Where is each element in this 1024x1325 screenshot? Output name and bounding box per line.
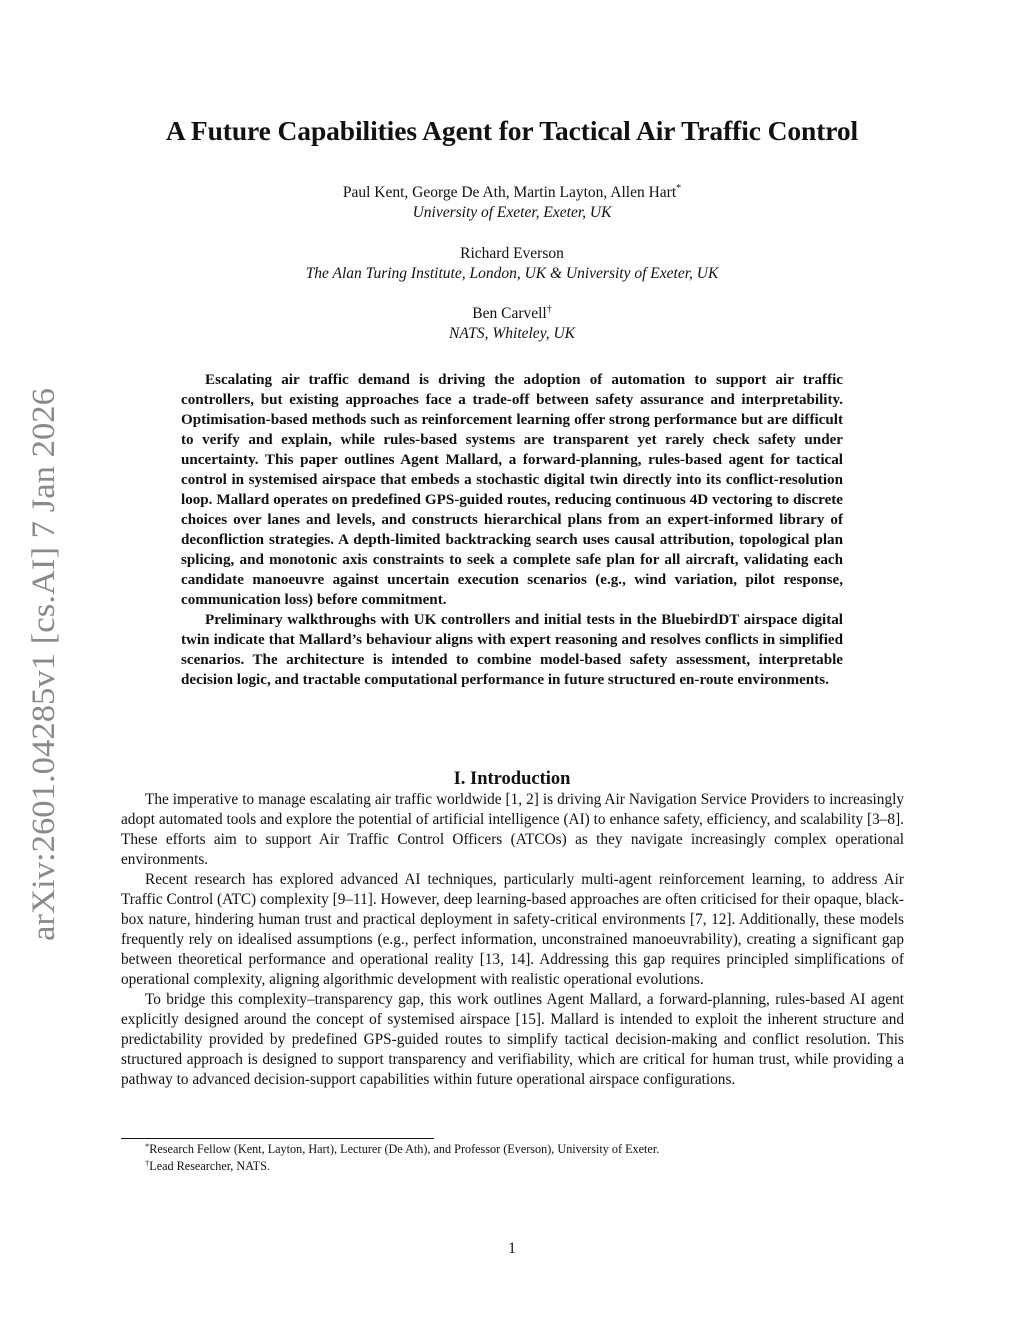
author-affiliation: NATS, Whiteley, UK	[449, 325, 575, 342]
footnote-mark: †	[546, 304, 552, 315]
author-block-2	[150, 244, 874, 284]
arxiv-watermark-text: arXiv:2601.04285v1 [cs.AI] 7 Jan 2026	[26, 414, 62, 941]
body-paragraph: The imperative to manage escalating air traffic worldwide [1, 2] is driving Air Navigation Service Providers to increasingly adopt automated tools and explore the potential of artificial intelligence (AI) to enhance safety, efficiency, and scalability [3–8]. These efforts aim to support Air Traffic Control Officers (ATCOs) as they navigate increasingly complex operational environments.	[121, 791, 904, 868]
footnote-mark: *	[676, 183, 682, 194]
paper-title: A Future Capabilities Agent for Tactical Air Traffic Control	[165, 115, 859, 146]
footnote-divider	[121, 1138, 434, 1139]
abstract	[181, 370, 843, 690]
abstract-paragraph: Preliminary walkthroughs with UK controllers and initial tests in the BluebirdDT airspace digital twin indicate that Mallard’s behaviour aligns with expert reasoning and resolves conflicts in simplified scenarios. The architecture is intended to combine model-based safety assessment, interpretable decision logic, and tractable computational performance in future structured en-route environments.	[181, 612, 843, 688]
author-names: Paul Kent, George De Ath, Martin Layton, Allen Hart*	[342, 183, 682, 201]
abstract-paragraph: Escalating air traffic demand is driving the adoption of automation to support air traffic controllers, but existing approaches face a trade-off between safety assurance and interpretability. Optimisation-based methods such as reinforcement learning offer strong performance but are difficult to verify and explain, while rules-based systems are transparent yet rarely check safety under uncertainty. This paper outlines Agent Mallard, a forward-planning, rules-based agent for tactical control in systemised airspace that embeds a stochastic digital twin directly into its conflict-resolution loop. Mallard operates on predefined GPS-guided routes, reducing continuous 4D vectoring to discrete choices over lanes and levels, and constructs hierarchical plans from an expert-informed library of deconfliction strategies. A depth-limited backtracking search uses causal attribution, topological plan splicing, and monotonic axis constraints to seek a complete safe plan for all aircraft, validating each candidate manoeuvre against uncertain execution scenarios (e.g., wind variation, pilot response, communication loss) before commitment.	[181, 372, 843, 608]
section-heading: I. Introduction	[453, 769, 571, 789]
arxiv-watermark	[8, 388, 68, 943]
footnote: *Research Fellow (Kent, Layton, Hart), Lecturer (De Ath), and Professor (Everson), University of Exeter.	[145, 1141, 660, 1156]
author-block-3	[150, 304, 874, 344]
body-paragraph: Recent research has explored advanced AI techniques, particularly multi-agent reinforcement learning, to address Air Traffic Control (ATC) complexity [9–11]. However, deep learning-based approaches are often criticised for their opaque, black-box nature, hindering human trust and practical deployment in safety-critical environments [7, 12]. Additionally, these models frequently rely on idealised assumptions (e.g., perfect information, unconstrained manoeuvrability), creating a significant gap between theoretical performance and operational reality [13, 14]. Addressing this gap requires principled simplifications of operational complexity, aligning algorithmic development with realistic operational evolutions.	[121, 871, 904, 988]
footnote-mark: *	[145, 1141, 150, 1151]
author-affiliation: University of Exeter, Exeter, UK	[412, 204, 612, 221]
footnote: †Lead Researcher, NATS.	[145, 1158, 270, 1173]
author-names: Ben Carvell†	[472, 304, 552, 322]
author-affiliation: The Alan Turing Institute, London, UK & University of Exeter, UK	[305, 265, 719, 282]
author-block-1	[150, 183, 874, 223]
author-names: Richard Everson	[460, 245, 564, 262]
body-paragraph: To bridge this complexity–transparency gap, this work outlines Agent Mallard, a forward-planning, rules-based AI agent explicitly designed around the concept of systemised airspace [15]. Mallard is intended to exploit the inherent structure and predictability provided by predefined GPS-guided routes to simplify tactical decision-making and conflict resolution. This structured approach is designed to support transparency and verifiability, which are critical for human trust, while providing a pathway to advanced decision-support capabilities within future operational airspace configurations.	[121, 991, 904, 1088]
footnote-mark: †	[145, 1158, 150, 1168]
footnotes	[121, 1141, 904, 1175]
page-number: 1	[508, 1240, 516, 1257]
section-body	[121, 790, 904, 1090]
